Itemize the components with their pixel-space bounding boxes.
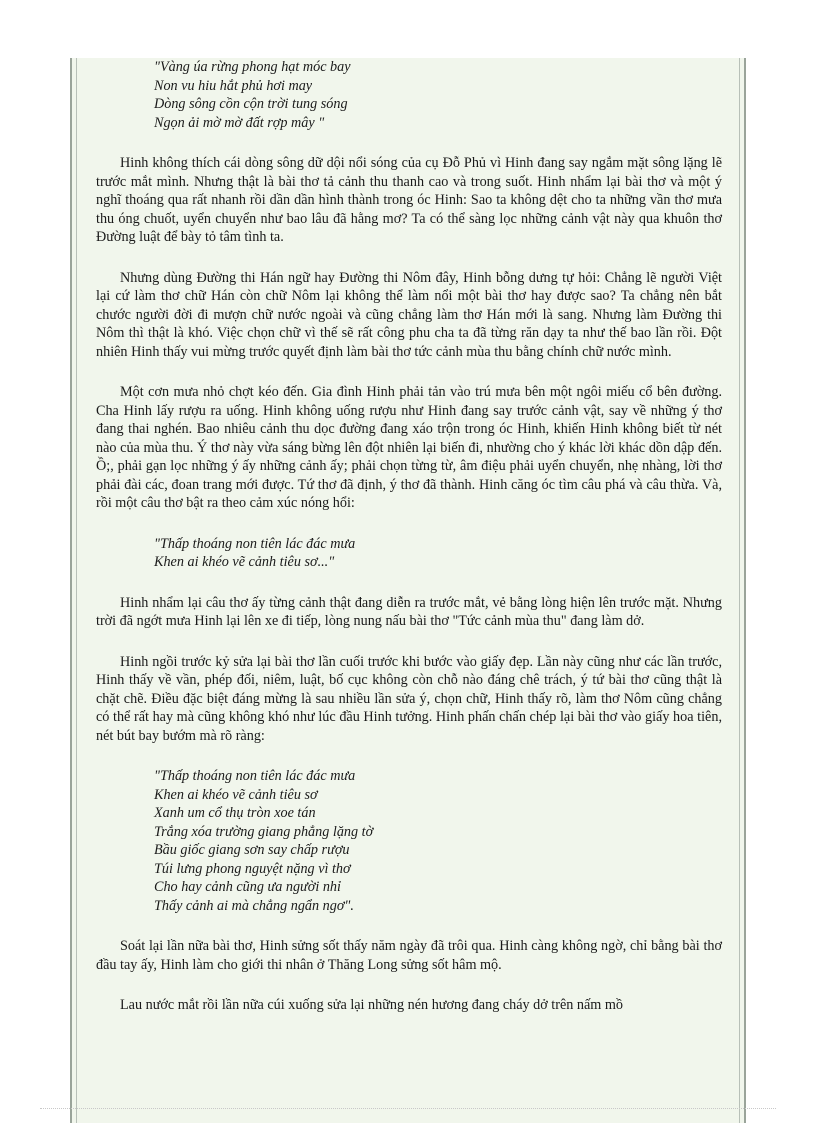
paragraph: Lau nước mắt rồi lần nữa cúi xuống sửa lại những nén hương đang cháy dở trên nấm mồ (120, 997, 624, 1013)
verse-line: Ngọn ải mờ mờ đất rợp mây " (154, 114, 325, 131)
verse-line: "Vàng úa rừng phong hạt móc bay (154, 59, 351, 75)
verse-line: Túi lưng phong nguyệt nặng vì thơ (154, 860, 351, 877)
verse-line: Trắng xóa trường giang phẳng lặng tờ (154, 823, 374, 840)
verse-line: Xanh um cổ thụ tròn xoe tán (154, 805, 316, 821)
right-inner-rule (739, 58, 740, 1123)
verse-line: Cho hay cảnh cũng ưa người nhỉ (154, 879, 341, 895)
left-border-rule (70, 58, 72, 1123)
verse-block-3 (96, 767, 722, 915)
verse-line: Khen ai khéo vẽ cảnh tiêu sơ..." (154, 554, 335, 570)
verse-line: Dòng sông cồn cộn trời tung sóng (154, 96, 348, 112)
right-border-rule (744, 58, 746, 1123)
verse-line: "Thấp thoáng non tiên lác đác mưa (154, 535, 356, 552)
verse-line: Bầu giốc giang sơn say chấp rượu (154, 842, 350, 858)
paragraph: Soát lại lần nữa bài thơ, Hinh sửng sốt thấy năm ngày đã trôi qua. Hinh càng không ngờ, chỉ bằng bài thơ đầu tay ấy, Hinh làm cho giới thi nhân ở Thăng Long sửng sốt hâm mộ. (96, 938, 722, 973)
paragraph: Hinh ngồi trước kỷ sửa lại bài thơ lần cuối trước khi bước vào giấy đẹp. Lần này cũng như các lần trước, Hinh thấy về vần, phép đối, niêm, luật, bố cục không còn chỗ nào đáng chê trách, ý tứ bài thơ cũng thật là chặt chẽ. Điều đặc biệt đáng mừng là sau nhiều lần sửa ý, chọn chữ, Hinh thấy rõ, làm thơ Nôm cũng chẳng có thể rất hay mà cũng không khó như lúc đầu Hinh tưởng. Hinh phấn chấn chép lại bài thơ vào giấy hoa tiên, nét bút bay bướm mà rõ ràng: (96, 653, 722, 744)
verse-line: "Thấp thoáng non tiên lác đác mưa (154, 768, 356, 784)
bottom-dotted-rule (40, 1108, 776, 1109)
paragraph: Nhưng dùng Đường thi Hán ngữ hay Đường thi Nôm đây, Hinh bỗng dưng tự hỏi: Chẳng lẽ người Việt lại cứ làm thơ chữ Hán còn chữ Nôm lại không thể làm nổi một bài thơ hay được sao? Ta chẳng nên bắt chước người đời đi mượn chữ nước ngoài và cũng chẳng làm thơ Hán mới là sang. Nhưng làm Đường thi Nôm thì thật là khó. Việc chọn chữ vì thế sẽ rất công phu cha ta đã từng răn dạy ta như thế bao lần rồi. Đột nhiên Hinh thấy vui mừng trước quyết định làm bài thơ tức cảnh mùa thu bằng chính chữ nước mình. (96, 269, 722, 360)
left-inner-rule (76, 58, 77, 1123)
verse-line: Thấy cảnh ai mà chẳng ngẩn ngơ". (154, 897, 354, 914)
verse-line: Non vu hiu hắt phủ hơi may (154, 77, 313, 94)
document-body (96, 58, 722, 1037)
paragraph: Hinh nhẩm lại câu thơ ấy từng cảnh thật đang diễn ra trước mắt, vẻ bằng lòng hiện lên trước mặt. Nhưng trời đã ngớt mưa Hinh lại lên xe đi tiếp, lòng nung nấu bài thơ "Tức cảnh mùa thu" đang làm dở. (96, 594, 722, 629)
verse-block-2 (96, 535, 722, 572)
paragraph: Hinh không thích cái dòng sông dữ dội nổi sóng của cụ Đỗ Phủ vì Hinh đang say ngắm mặt sông lặng lẽ trước mắt mình. Nhưng thật là bài thơ tả cảnh thu thanh cao và trong suốt. Hinh nhẩm lại bài thơ và một ý nghĩ thoáng qua rất nhanh rồi dần dần hình thành trong óc Hinh: Sao ta không dệt cho ta những vần thơ mưa thu óng chuốt, uyển chuyển như bao lâu đã hằng mơ? Ta có thể sàng lọc những cảnh vật này qua khuôn thơ Đường luật để bày tỏ tâm tình ta. (96, 155, 722, 245)
verse-line: Khen ai khéo vẽ cảnh tiêu sơ (154, 786, 318, 803)
paragraph: Một cơn mưa nhỏ chợt kéo đến. Gia đình Hinh phải tản vào trú mưa bên một ngôi miếu cổ bên đường. Cha Hinh lấy rượu ra uống. Hinh không uống rượu như Hinh đang say trước cảnh vật, say về những ý thơ đang thai nghén. Bao nhiêu cảnh thu dọc đường đang xáo trộn trong óc Hinh, khiến Hinh không biết từ nét nào của mùa thu. Ý thơ này vừa sáng bừng lên đột nhiên lại biến đi, nhường cho ý khác lời khác dồn dập đến. Ồ;, phải gạn lọc những ý ấy những cảnh ấy; phải chọn từng từ, âm điệu phải uyển chuyển, nhẹ nhàng, lời thơ phải đài các, đoan trang mới được. Tứ thơ đã định, ý thơ đã thành. Hinh căng óc tìm câu phá và câu thừa. Và, rồi một câu thơ bật ra theo cảm xúc nóng hổi: (96, 384, 722, 511)
verse-block-1 (96, 58, 722, 132)
